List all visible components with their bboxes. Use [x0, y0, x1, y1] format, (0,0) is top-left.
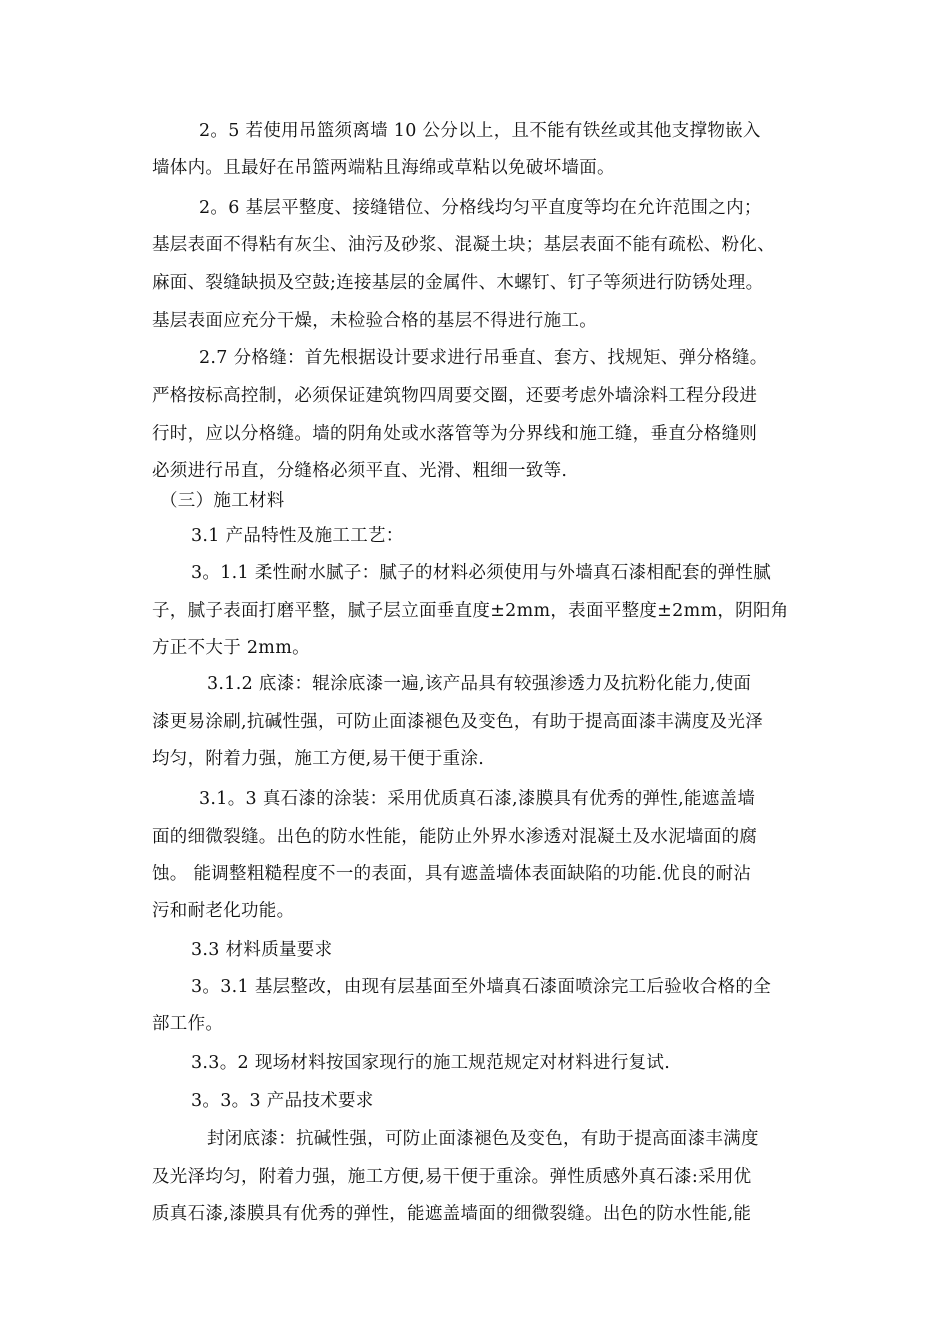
text-line: 麻面、裂缝缺损及空鼓;连接基层的金属件、木螺钉、钉子等须进行防锈处理。 — [152, 273, 764, 293]
text-line: 基层表面应充分干燥，未检验合格的基层不得进行施工。 — [152, 311, 597, 331]
text-line: 3。1.1 柔性耐水腻子：腻子的材料必须使用与外墙真石漆相配套的弹性腻 — [191, 563, 772, 583]
subsection-heading: 3.3 材料质量要求 — [191, 940, 333, 960]
text-line: 均匀，附着力强，施工方便,易干便于重涂. — [152, 749, 485, 769]
subsection-heading: 3.1 产品特性及施工工艺： — [191, 526, 404, 546]
section-heading: （三）施工材料 — [160, 491, 285, 511]
text-line: 3。3.1 基层整改，由现有层基面至外墙真石漆面喷涂完工后验收合格的全 — [191, 977, 772, 997]
text-line: 漆更易涂刷,抗碱性强，可防止面漆褪色及变色，有助于提高面漆丰满度及光泽 — [152, 712, 764, 732]
text-line: 封闭底漆：抗碱性强，可防止面漆褪色及变色，有助于提高面漆丰满度 — [207, 1129, 759, 1149]
text-line: 严格按标高控制，必须保证建筑物四周要交圈，还要考虑外墙涂料工程分段进 — [152, 386, 758, 406]
text-line: 墙体内。且最好在吊篮两端粘且海绵或草粘以免破坏墙面。 — [152, 158, 615, 178]
text-line: 2。5 若使用吊篮须离墙 10 公分以上，且不能有铁丝或其他支撑物嵌入 — [199, 121, 761, 141]
text-line: 基层表面不得粘有灰尘、油污及砂浆、混凝土块；基层表面不能有疏松、粉化、 — [152, 235, 775, 255]
text-line: 蚀。 能调整粗糙程度不一的表面，具有遮盖墙体表面缺陷的功能.优良的耐沾 — [152, 864, 752, 884]
text-line: 3。3。3 产品技术要求 — [191, 1091, 374, 1111]
text-line: 2。6 基层平整度、接缝错位、分格线均匀平直度等均在允许范围之内； — [199, 198, 762, 218]
text-line: 必须进行吊直，分缝格必须平直、光滑、粗细一致等. — [152, 461, 568, 481]
text-line: 污和耐老化功能。 — [152, 901, 295, 921]
text-line: 面的细微裂缝。出色的防水性能，能防止外界水渗透对混凝土及水泥墙面的腐 — [152, 827, 758, 847]
text-line: 3.1。3 真石漆的涂装：采用优质真石漆,漆膜具有优秀的弹性,能遮盖墙 — [199, 789, 756, 809]
text-line: 及光泽均匀，附着力强，施工方便,易干便于重涂。弹性质感外真石漆:采用优 — [152, 1167, 752, 1187]
text-line: 质真石漆,漆膜具有优秀的弹性，能遮盖墙面的细微裂缝。出色的防水性能,能 — [152, 1204, 752, 1224]
text-line: 2.7 分格缝：首先根据设计要求进行吊垂直、套方、找规矩、弹分格缝。 — [199, 348, 768, 368]
text-line: 行时，应以分格缝。墙的阴角处或水落管等为分界线和施工缝，垂直分格缝则 — [152, 424, 758, 444]
text-line: 3.3。2 现场材料按国家现行的施工规范规定对材料进行复试. — [191, 1053, 671, 1073]
text-line: 部工作。 — [152, 1014, 224, 1034]
text-line: 方正不大于 2mm。 — [152, 638, 310, 658]
text-line: 子，腻子表面打磨平整，腻子层立面垂直度±2mm，表面平整度±2mm，阴阳角 — [152, 601, 789, 621]
text-line: 3.1.2 底漆：辊涂底漆一遍,该产品具有较强渗透力及抗粉化能力,使面 — [207, 674, 752, 694]
